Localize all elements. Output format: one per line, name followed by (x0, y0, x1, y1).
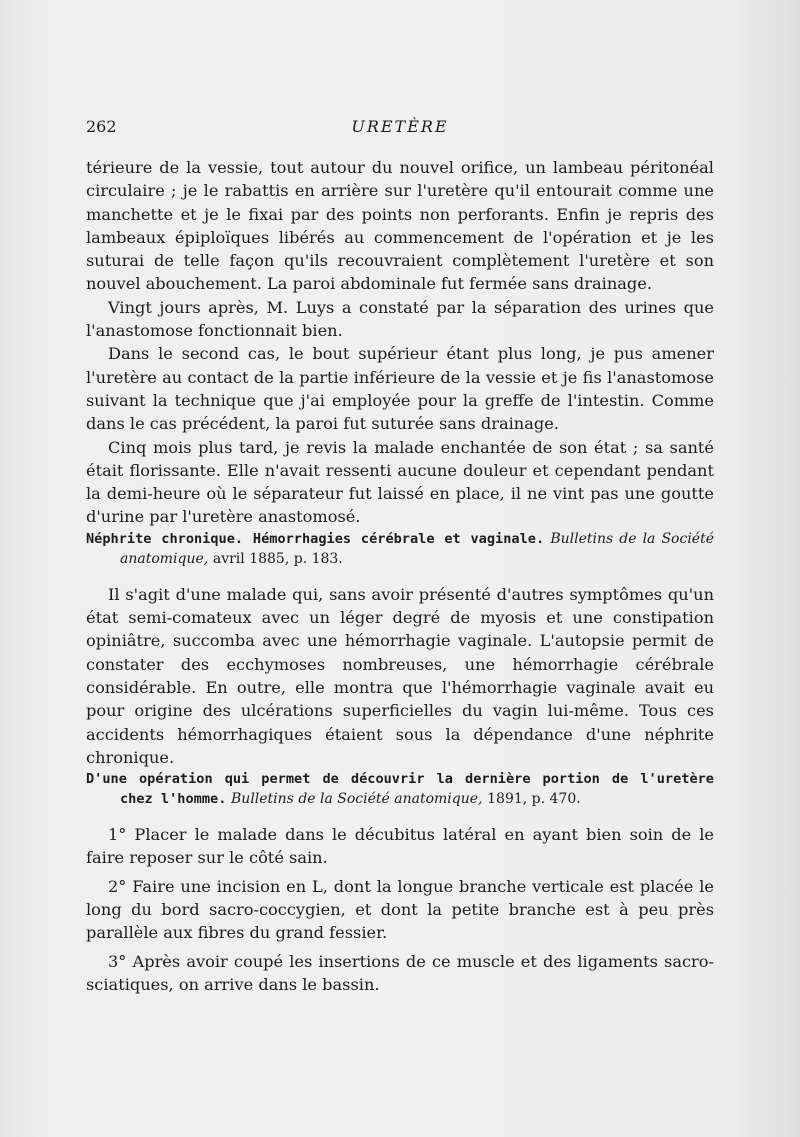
paragraph-second-case: Dans le second cas, le bout supérieur étant plus long, je pus amener l'uretère au contact de la partie inférieure de la vessie et je fis l'anastomose suivant la technique que j'ai employée pour la greffe de l'intestin. Comme dans le cas précédent, la paroi fut suturée sans drainage. (86, 344, 714, 434)
section-title: Néphrite chronique. Hémorrhagies cérébrale et vaginale. (86, 530, 545, 547)
paragraph-nephrite-body: Il s'agit d'une malade qui, sans avoir présenté d'autres symptômes qu'un état semi-comateux avec un léger degré de myosis et une constipation opiniâtre, succomba avec une hémorrhagie vaginale. L'autopsie permit de constater des ecchymoses nombreuses, une hémorrhagie cérébrale considérable. En outre, elle montra que l'hémorrhagie vaginale avait eu pour origine des ulcérations superficielles du vagin lui-même. Tous ces accidents hémorrhagiques étaient sous la dépendance d'une néphrite chronique. (86, 584, 714, 767)
paragraph-continuation: térieure de la vessie, tout autour du nouvel orifice, un lambeau péritonéal circulaire ; je le rabattis en arrière sur l'uretère qu'il entourait comme une manchette et je le fixai par des points non perforants. Enfin je repris des lambeaux épiploïques libérés au commencement de l'opération et je les suturai de telle façon qu'ils recouvraient complètement l'uretère et son nouvel abouchement. La paroi abdominale fut fermée sans drainage. (86, 158, 714, 294)
paragraph-five-months: Cinq mois plus tard, je revis la malade enchantée de son état ; sa santé était florissante. Elle n'avait ressenti aucune douleur et cependant pendant la demi-heure où le séparateur fut laissé en place, il ne vint pas une goutte d'urine par l'uretère anastomosé. (86, 437, 714, 527)
section-title: D'une opération qui permet de découvrir la dernière portion de l'uretère chez l'homme. (86, 771, 714, 808)
page-header (86, 117, 714, 143)
section-source: Bulletins de la Société anatomique, (120, 530, 714, 567)
section-heading-operation (86, 769, 714, 809)
section-reference: avril 1885, p. 183. (212, 550, 343, 567)
page-number: 262 (86, 117, 117, 136)
paragraph-anastomose-result: Vingt jours après, M. Luys a constaté par la séparation des urines que l'anastomose fonctionnait bien. (86, 297, 714, 341)
step-item: 1° Placer le malade dans le décubitus latéral en ayant bien soin de le faire reposer sur le côté sain. (86, 825, 714, 868)
section-reference: 1891, p. 470. (487, 791, 581, 808)
running-title: URETÈRE (351, 117, 449, 136)
section-heading-nephrite (86, 529, 714, 569)
section-source: Bulletins de la Société anatomique, (231, 791, 483, 808)
page-body (86, 156, 714, 996)
step-item: 3° Après avoir coupé les insertions de ce muscle et des ligaments sacro-sciatiques, on arrive dans le bassin. (86, 951, 714, 994)
step-item: 2° Faire une incision en L, dont la longue branche verticale est placée le long du bord sacro-coccygien, et dont la petite branche est à peu près parallèle aux fibres du grand fessier. (86, 876, 714, 943)
